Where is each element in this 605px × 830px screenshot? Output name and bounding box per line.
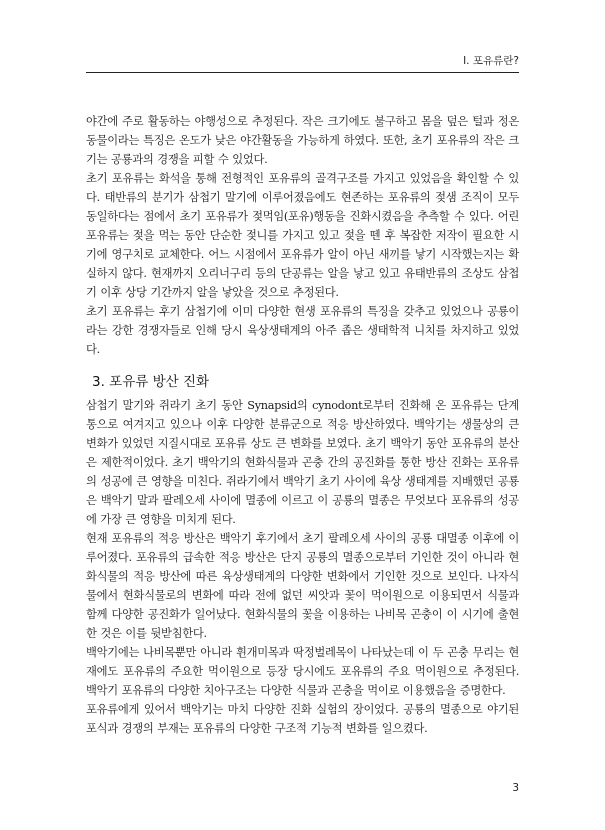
- paragraph: 야간에 주로 활동하는 야행성으로 추정된다. 작은 크기에도 불구하고 몸을 덮은 털과 정온동물이라는 특징은 온도가 낮은 야간활동을 가능하게 하였다. 또한, 초기 포유류의 작은 크기는 공룡과의 경쟁을 피할 수 있었다.: [86, 115, 519, 166]
- page-number: 3: [512, 782, 519, 794]
- body-text: [86, 112, 519, 738]
- paragraph: 현재 포유류의 적응 방산은 백악기 후기에서 초기 팔레오세 사이의 공룡 대멸종 이후에 이루어졌다. 포유류의 급속한 적응 방산은 단지 공룡의 멸종으로부터 기인한 것이 아니라 현화식물의 적응 방산에 따른 육상생태계의 다양한 변화에서 기인한 것으로 보인다. 나자식물에서 현화식물로의 변화에 따라 전에 없던 씨앗과 꽃이 먹이원으로 이용되면서 식물과 함께 다양한 공진화가 일어났다. 현화식물의 꽃을 이용하는 나비목 곤충이 이 시기에 출현한 것은 이를 뒷받침한다.: [86, 532, 519, 640]
- paragraph: 포유류에게 있어서 백악기는 마치 다양한 진화 실험의 장이었다. 공룡의 멸종으로 야기된 포식과 경쟁의 부재는 포유류의 다양한 구조적 기능적 변화를 일으켰다.: [86, 703, 519, 735]
- paragraph: 초기 포유류는 화석을 통해 전형적인 포유류의 골격구조를 가지고 있었음을 확인할 수 있다. 태반류의 분기가 삼첩기 말기에 이루어졌음에도 현존하는 포유류의 젖샘 조직이 모두 동일하다는 점에서 초기 포유류가 젖먹임(포유)행동을 진화시켰음을 추측할 수 있다. 어린 포유류는 젖을 먹는 동안 단순한 젖니를 가지고 있고 젖을 뗀 후 복잡한 저작이 필요한 시기에 영구치로 교체한다. 어느 시점에서 포유류가 알이 아닌 새끼를 낳기 시작했는지는 확실하지 않다. 현재까지 오리너구리 등의 단공류는 알을 낳고 있고 유태반류의 조상도 삼첩기 이후 상당 기간까지 알을 낳았을 것으로 추정된다.: [86, 172, 519, 299]
- paragraph: 백악기에는 나비목뿐만 아니라 휜개미목과 딱정벌레목이 나타났는데 이 두 곤충 무리는 현재에도 포유류의 주요한 먹이원으로 등장 당시에도 포유류의 주요 먹이원으로 추정된다. 백악기 포유류의 다양한 치아구조는 다양한 식물과 곤충을 먹이로 이용했음을 증명한다.: [86, 646, 519, 697]
- paragraph: 삼첩기 말기와 쥐라기 초기 동안 Synapsid의 cynodont로부터 진화해 온 포유류는 단계 통으로 여겨지고 있으나 이후 다양한 분류군으로 적응 방산하였다. 백악기는 생물상의 큰 변화가 있었던 지질시대로 포유류 상도 큰 변화를 보였다. 초기 백악기 동안 포유류의 분산은 제한적이었다. 초기 백악기의 현화식물과 곤충 간의 공진화를 통한 방산 진화는 포유류의 성공에 큰 영향을 미친다. 쥐라기에서 백악기 초기 사이에 육상 생태계를 지배했던 공룡은 백악기 말과 팔레오세 사이에 멸종에 이르고 이 공룡의 멸종은 무엇보다 포유류의 성공에 가장 큰 영향을 미치게 된다.: [86, 399, 519, 526]
- paragraph: 초기 포유류는 후기 삼첩기에 이미 다양한 현생 포유류의 특징을 갖추고 있었으나 공룡이라는 강한 경쟁자들로 인해 당시 육상생태계의 아주 좁은 생태학적 니치를 차지하고 있었다.: [86, 305, 519, 356]
- section-heading: 3. 포유류 방산 진화: [92, 374, 210, 390]
- running-title: I. 포유류란?: [463, 55, 519, 67]
- running-header: [86, 50, 519, 73]
